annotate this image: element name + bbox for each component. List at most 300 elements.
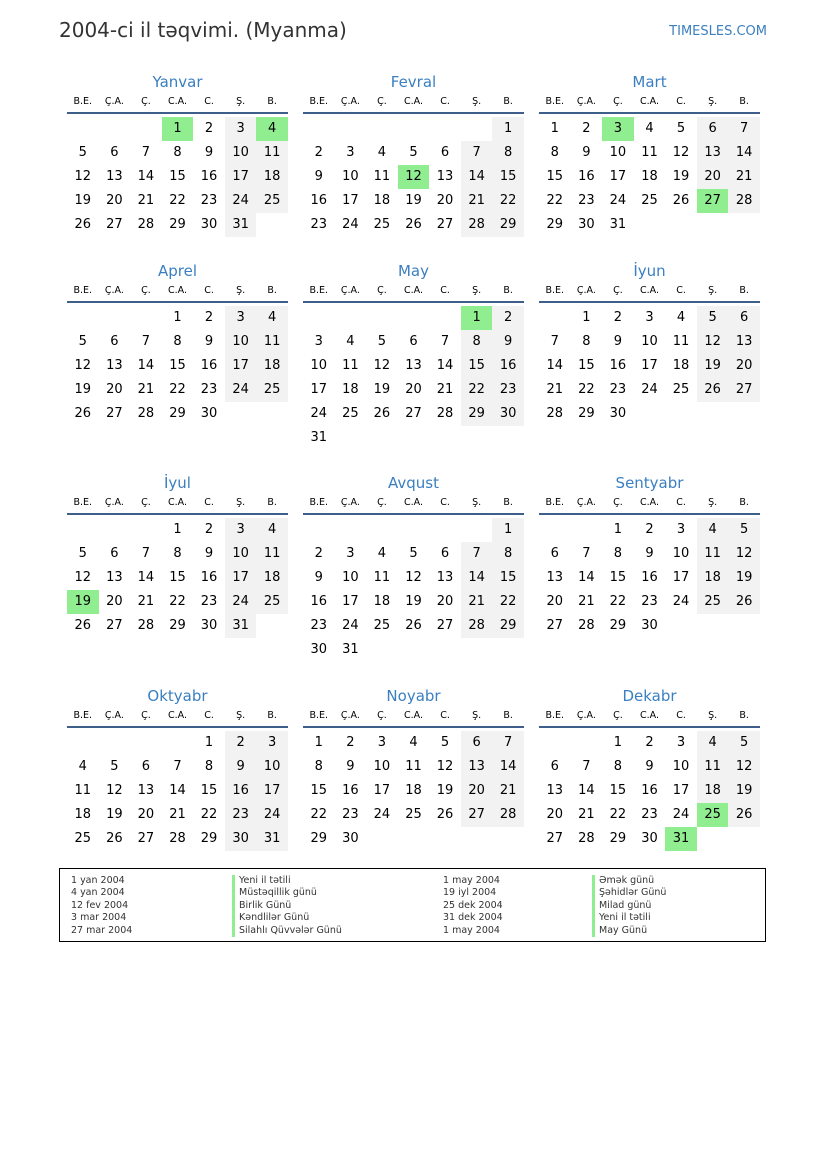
- empty-cell: [130, 306, 162, 330]
- day-cell: 29: [609, 831, 627, 846]
- weekday-label: Ş.: [236, 710, 246, 721]
- day-cell: 19: [405, 193, 422, 208]
- day-cell: 7: [582, 546, 591, 561]
- day-cell: 6: [110, 145, 119, 160]
- month-name: İyul: [164, 474, 191, 492]
- day-cell: 28: [578, 831, 595, 846]
- day-cell: 2: [225, 731, 257, 755]
- day-cell: 6: [141, 759, 151, 774]
- day-cell: 23: [342, 807, 359, 822]
- legend-entry: 3 mar 2004: [71, 912, 127, 924]
- empty-cell: [335, 117, 367, 141]
- weekday-label: Ş.: [236, 96, 246, 107]
- day-cell: 10: [672, 546, 690, 561]
- day-cell: 22: [461, 378, 493, 402]
- day-cell: 30: [225, 827, 257, 851]
- day-cell: 9: [204, 334, 214, 349]
- day-cell: 15: [169, 169, 186, 184]
- weekday-label: C.A.: [403, 96, 423, 107]
- day-cell: 5: [110, 759, 119, 774]
- day-cell: 8: [492, 141, 524, 165]
- legend-entry: Kəndlilər Günü: [232, 912, 342, 924]
- day-cell: 20: [546, 594, 564, 609]
- weekday-label: Ç.A.: [104, 285, 124, 296]
- weekday-label: B.: [267, 497, 277, 508]
- empty-cell: [99, 518, 131, 542]
- day-cell: 30: [578, 217, 595, 232]
- day-cell: 16: [200, 169, 218, 184]
- weekday-label: B.: [503, 497, 513, 508]
- weekday-label: Ç.A.: [340, 497, 360, 508]
- day-cell: 22: [169, 594, 186, 609]
- empty-cell: [461, 117, 493, 141]
- day-cell: 30: [641, 618, 658, 633]
- day-cell: 26: [106, 831, 123, 846]
- weekday-label: Ş.: [472, 497, 482, 508]
- day-cell: 7: [141, 546, 151, 561]
- weekday-header: [67, 710, 288, 728]
- day-cell: 8: [550, 145, 559, 160]
- month-1: [67, 72, 288, 237]
- weekday-label: B.: [503, 96, 513, 107]
- day-cell: 26: [74, 618, 92, 633]
- empty-cell: [429, 117, 461, 141]
- day-cell: 10: [225, 542, 257, 566]
- day-cell: 28: [137, 217, 155, 232]
- day-cell: 16: [200, 358, 218, 373]
- weekday-label: B.: [739, 710, 749, 721]
- day-cell: 16: [492, 354, 524, 378]
- day-cell: 29: [609, 618, 627, 633]
- day-cell: 13: [461, 755, 493, 779]
- day-cell: 28: [728, 189, 760, 213]
- month-4: [67, 261, 288, 426]
- day-cell: 22: [492, 590, 524, 614]
- day-cell: 25: [256, 189, 288, 213]
- day-cell: 17: [672, 783, 690, 798]
- holiday-day-cell: 27: [697, 189, 729, 213]
- weekday-label: Ç.: [613, 497, 623, 508]
- weekday-label: Ç.: [377, 497, 387, 508]
- day-cell: 24: [609, 193, 627, 208]
- day-cell: 14: [137, 358, 155, 373]
- day-cell: 23: [200, 594, 218, 609]
- day-cell: 29: [169, 217, 186, 232]
- weekday-label: Ş.: [472, 285, 482, 296]
- day-cell: 2: [314, 546, 323, 561]
- empty-cell: [99, 117, 131, 141]
- day-cell: 2: [492, 306, 524, 330]
- day-cell: 23: [609, 382, 627, 397]
- day-cell: 21: [137, 382, 155, 397]
- day-cell: 10: [609, 145, 627, 160]
- day-cell: 19: [106, 807, 123, 822]
- day-cell: 23: [641, 807, 658, 822]
- day-cell: 13: [436, 169, 454, 184]
- day-cell: 10: [641, 334, 658, 349]
- day-cell: 21: [578, 594, 595, 609]
- day-cell: 27: [436, 217, 454, 232]
- month-3: [539, 72, 760, 237]
- day-cell: 17: [641, 358, 658, 373]
- empty-cell: [539, 731, 571, 755]
- day-grid: [539, 306, 760, 426]
- weekday-label: Ç.A.: [340, 96, 360, 107]
- day-cell: 18: [697, 566, 729, 590]
- legend-entry: 31 dek 2004: [443, 912, 503, 924]
- holiday-day-cell: 3: [602, 117, 634, 141]
- day-cell: 17: [310, 382, 328, 397]
- day-cell: 17: [256, 779, 288, 803]
- day-cell: 13: [137, 783, 155, 798]
- day-cell: 19: [672, 169, 690, 184]
- day-cell: 3: [256, 731, 288, 755]
- weekday-label: B.: [503, 285, 513, 296]
- legend-entry: Milad günü: [592, 900, 666, 912]
- day-grid: [303, 518, 524, 662]
- day-cell: 26: [74, 217, 92, 232]
- day-cell: 3: [676, 522, 686, 537]
- day-cell: 17: [225, 566, 257, 590]
- day-cell: 22: [578, 382, 595, 397]
- day-cell: 21: [461, 189, 493, 213]
- day-cell: 16: [310, 193, 328, 208]
- day-cell: 22: [169, 382, 186, 397]
- day-cell: 8: [613, 759, 623, 774]
- weekday-label: B.E.: [73, 710, 93, 721]
- day-grid: [303, 731, 524, 851]
- day-cell: 25: [373, 217, 391, 232]
- day-cell: 8: [461, 330, 493, 354]
- day-cell: 18: [405, 783, 422, 798]
- day-cell: 30: [200, 217, 218, 232]
- day-grid: [67, 518, 288, 638]
- weekday-label: Ç.: [141, 285, 151, 296]
- weekday-label: C.: [440, 497, 450, 508]
- weekday-label: Ç.A.: [576, 285, 596, 296]
- empty-cell: [67, 306, 99, 330]
- weekday-label: B.: [267, 285, 277, 296]
- day-cell: 20: [461, 779, 493, 803]
- day-cell: 29: [492, 614, 524, 638]
- day-cell: 4: [256, 306, 288, 330]
- day-cell: 6: [110, 546, 119, 561]
- empty-cell: [335, 306, 367, 330]
- day-cell: 7: [173, 759, 182, 774]
- day-cell: 7: [141, 334, 151, 349]
- day-cell: 9: [225, 755, 257, 779]
- day-cell: 9: [613, 334, 623, 349]
- day-cell: 6: [550, 759, 559, 774]
- weekday-label: C.: [440, 96, 450, 107]
- legend-entry: 12 fev 2004: [71, 899, 129, 911]
- day-cell: 10: [225, 330, 257, 354]
- day-cell: 14: [546, 358, 564, 373]
- day-cell: 12: [74, 570, 92, 585]
- weekday-label: Ç.: [377, 96, 387, 107]
- month-name: Aprel: [157, 262, 198, 280]
- day-cell: 27: [461, 803, 493, 827]
- weekday-label: B.E.: [545, 710, 565, 721]
- weekday-label: Ç.A.: [340, 710, 360, 721]
- day-cell: 11: [672, 334, 690, 349]
- day-cell: 14: [578, 570, 595, 585]
- day-cell: 25: [405, 807, 422, 822]
- weekday-label: C.A.: [167, 710, 187, 721]
- day-cell: 1: [492, 518, 524, 542]
- day-cell: 28: [461, 614, 493, 638]
- day-cell: 1: [173, 310, 182, 325]
- weekday-label: B.E.: [73, 497, 93, 508]
- weekday-label: C.A.: [639, 96, 659, 107]
- day-cell: 20: [106, 594, 123, 609]
- day-cell: 4: [676, 310, 686, 325]
- day-cell: 3: [314, 334, 323, 349]
- day-cell: 7: [461, 542, 493, 566]
- month-11: [303, 686, 524, 851]
- month-7: [67, 473, 288, 638]
- weekday-label: C.A.: [403, 710, 423, 721]
- empty-cell: [303, 306, 335, 330]
- day-cell: 29: [310, 831, 328, 846]
- day-grid: [539, 518, 760, 638]
- page-title: 2004-ci il təqvimi. (Myanma): [59, 18, 347, 42]
- day-cell: 24: [342, 217, 359, 232]
- day-cell: 30: [200, 618, 218, 633]
- day-cell: 11: [697, 542, 729, 566]
- weekday-header: [539, 285, 760, 303]
- empty-cell: [571, 731, 603, 755]
- day-cell: 9: [346, 759, 355, 774]
- empty-cell: [366, 518, 398, 542]
- empty-cell: [130, 731, 162, 755]
- day-cell: 10: [225, 141, 257, 165]
- day-cell: 9: [582, 145, 591, 160]
- day-cell: 4: [645, 121, 654, 136]
- day-cell: 21: [436, 382, 454, 397]
- day-cell: 5: [440, 735, 450, 750]
- day-cell: 26: [672, 193, 690, 208]
- day-cell: 24: [310, 406, 328, 421]
- day-cell: 16: [578, 169, 595, 184]
- day-cell: 18: [342, 382, 359, 397]
- legend-entry: Yeni il tətili: [592, 912, 666, 924]
- day-cell: 20: [106, 193, 123, 208]
- day-cell: 19: [74, 193, 92, 208]
- day-cell: 2: [204, 121, 214, 136]
- day-cell: 16: [641, 783, 658, 798]
- day-cell: 2: [582, 121, 591, 136]
- weekday-label: C.: [204, 710, 214, 721]
- empty-cell: [335, 518, 367, 542]
- month-2: [303, 72, 524, 237]
- day-cell: 9: [645, 759, 654, 774]
- weekday-label: Ç.: [613, 96, 623, 107]
- day-cell: 8: [582, 334, 591, 349]
- empty-cell: [398, 306, 430, 330]
- day-cell: 3: [225, 306, 257, 330]
- day-cell: 24: [225, 590, 257, 614]
- month-name: Sentyabr: [615, 474, 684, 492]
- day-cell: 10: [256, 755, 288, 779]
- weekday-label: Ç.A.: [576, 710, 596, 721]
- day-cell: 21: [492, 779, 524, 803]
- weekday-label: C.: [676, 710, 686, 721]
- day-cell: 5: [78, 546, 87, 561]
- legend-entry: Yeni il tətili: [232, 875, 342, 887]
- weekday-label: B.E.: [73, 285, 93, 296]
- weekday-label: Ç.: [613, 710, 623, 721]
- month-10: [67, 686, 288, 851]
- weekday-label: C.A.: [403, 497, 423, 508]
- day-cell: 16: [225, 779, 257, 803]
- legend-entry: Silahlı Qüvvələr Günü: [232, 925, 342, 937]
- day-cell: 9: [314, 169, 323, 184]
- day-cell: 27: [546, 831, 564, 846]
- day-cell: 20: [546, 807, 564, 822]
- day-cell: 4: [346, 334, 355, 349]
- day-grid: [67, 306, 288, 426]
- day-cell: 13: [106, 358, 123, 373]
- day-cell: 13: [546, 783, 564, 798]
- day-cell: 19: [728, 566, 760, 590]
- day-cell: 20: [137, 807, 155, 822]
- month-name: Dekabr: [622, 687, 677, 705]
- day-cell: 26: [728, 590, 760, 614]
- day-cell: 19: [697, 354, 729, 378]
- weekday-label: C.: [676, 497, 686, 508]
- day-cell: 15: [609, 570, 627, 585]
- weekday-header: [303, 710, 524, 728]
- weekday-label: Ç.: [377, 710, 387, 721]
- day-cell: 8: [204, 759, 214, 774]
- day-cell: 18: [256, 354, 288, 378]
- day-cell: 14: [461, 566, 493, 590]
- weekday-label: B.: [739, 497, 749, 508]
- weekday-label: B.E.: [309, 497, 329, 508]
- holiday-day-cell: 31: [665, 827, 697, 851]
- day-cell: 20: [405, 382, 422, 397]
- day-cell: 22: [310, 807, 328, 822]
- day-cell: 17: [225, 354, 257, 378]
- day-cell: 29: [578, 406, 595, 421]
- day-cell: 21: [137, 594, 155, 609]
- day-cell: 12: [697, 330, 729, 354]
- day-cell: 23: [641, 594, 658, 609]
- legend-entry: 1 yan 2004: [71, 875, 125, 886]
- month-6: [539, 261, 760, 426]
- day-cell: 3: [645, 310, 654, 325]
- day-cell: 13: [106, 169, 123, 184]
- day-cell: 22: [546, 193, 564, 208]
- day-cell: 17: [225, 165, 257, 189]
- day-cell: 24: [672, 807, 690, 822]
- day-cell: 24: [256, 803, 288, 827]
- day-cell: 28: [546, 406, 564, 421]
- legend-dates-col1: [71, 875, 132, 937]
- day-cell: 19: [74, 382, 92, 397]
- empty-cell: [461, 518, 493, 542]
- empty-cell: [398, 117, 430, 141]
- day-cell: 11: [342, 358, 359, 373]
- day-cell: 9: [492, 330, 524, 354]
- legend-entry: 27 mar 2004: [71, 924, 133, 936]
- day-cell: 3: [346, 546, 355, 561]
- day-cell: 5: [377, 334, 387, 349]
- day-cell: 15: [461, 354, 493, 378]
- day-cell: 11: [641, 145, 658, 160]
- weekday-label: Ş.: [708, 96, 718, 107]
- weekday-label: B.E.: [545, 497, 565, 508]
- day-cell: 27: [728, 378, 760, 402]
- day-cell: 7: [728, 117, 760, 141]
- day-cell: 8: [173, 145, 182, 160]
- day-cell: 13: [436, 570, 454, 585]
- weekday-label: Ç.: [141, 96, 151, 107]
- day-cell: 25: [256, 590, 288, 614]
- holiday-day-cell: 1: [162, 117, 194, 141]
- site-link[interactable]: TIMESLES.COM: [669, 24, 767, 39]
- day-cell: 14: [137, 169, 155, 184]
- day-cell: 25: [697, 590, 729, 614]
- weekday-header: [539, 497, 760, 515]
- day-cell: 5: [78, 334, 87, 349]
- day-cell: 16: [310, 594, 328, 609]
- month-name: İyun: [633, 262, 666, 280]
- day-grid: [539, 731, 760, 851]
- weekday-label: B.E.: [309, 710, 329, 721]
- empty-cell: [130, 117, 162, 141]
- day-grid: [303, 306, 524, 450]
- day-cell: 2: [204, 522, 214, 537]
- day-cell: 19: [728, 779, 760, 803]
- day-cell: 2: [314, 145, 323, 160]
- day-cell: 6: [550, 546, 559, 561]
- day-cell: 5: [697, 306, 729, 330]
- month-name: Yanvar: [152, 73, 203, 91]
- weekday-label: Ş.: [236, 285, 246, 296]
- day-cell: 18: [641, 169, 658, 184]
- weekday-label: B.E.: [309, 285, 329, 296]
- day-cell: 30: [200, 406, 218, 421]
- weekday-label: Ç.A.: [104, 497, 124, 508]
- day-cell: 17: [342, 193, 359, 208]
- weekday-label: Ç.: [377, 285, 387, 296]
- day-cell: 21: [169, 807, 186, 822]
- day-cell: 26: [405, 618, 422, 633]
- day-cell: 25: [641, 193, 658, 208]
- day-cell: 29: [546, 217, 564, 232]
- day-cell: 26: [697, 378, 729, 402]
- day-cell: 5: [409, 145, 418, 160]
- day-cell: 29: [169, 618, 186, 633]
- month-12: [539, 686, 760, 851]
- day-cell: 31: [310, 430, 328, 445]
- month-name: Mart: [632, 73, 667, 91]
- day-cell: 17: [373, 783, 391, 798]
- day-cell: 27: [106, 217, 123, 232]
- weekday-label: C.A.: [403, 285, 423, 296]
- day-cell: 11: [256, 141, 288, 165]
- day-cell: 14: [436, 358, 454, 373]
- weekday-label: C.A.: [167, 497, 187, 508]
- day-cell: 31: [342, 642, 359, 657]
- day-cell: 21: [461, 590, 493, 614]
- day-cell: 6: [440, 145, 450, 160]
- day-cell: 12: [728, 755, 760, 779]
- day-cell: 28: [436, 406, 454, 421]
- empty-cell: [429, 306, 461, 330]
